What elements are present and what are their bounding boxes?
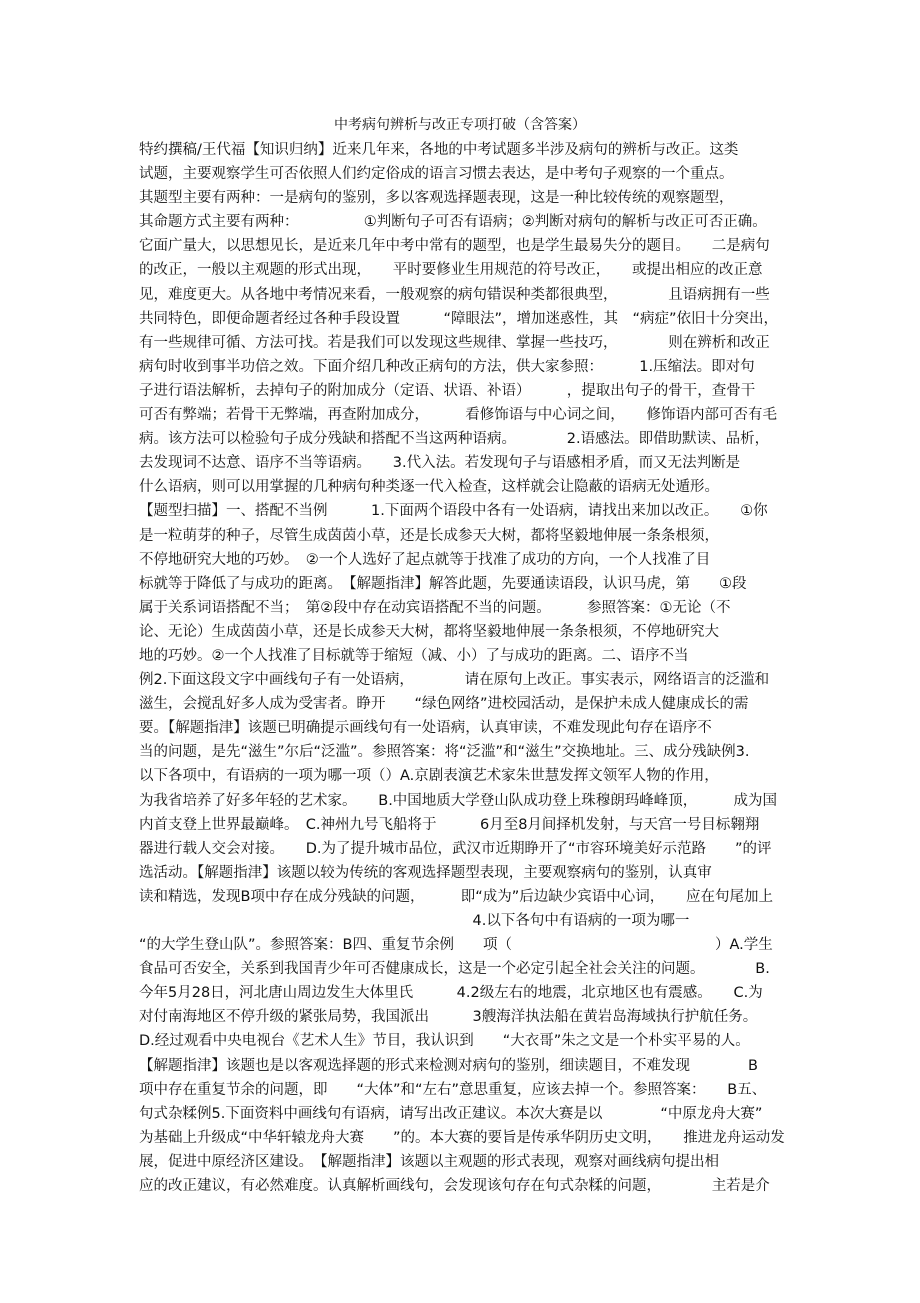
body-line: 【题型扫描】一、搭配不当例 1.下面两个语段中各有一处语病，请找出来加以改正。 ①你 xyxy=(139,503,768,520)
body-line: 见，难度更大。从各地中考情况来看，一般观察的病句错误种类都很典型， 且语病拥有一些 xyxy=(139,286,770,303)
body-line: D.经过观看中央电视台《艺术人生》节目，我认识到 “大衣哥”朱之文是一个朴实平易的人。 xyxy=(139,1033,750,1050)
body-line: 共同特色，即便命题者经过各种手段设置 “障眼法”，增加迷惑性，其 “病症”依旧十分突出， xyxy=(139,310,779,327)
document-title: 中考病句辨析与改正专项打破（含答案） xyxy=(334,117,586,133)
body-line: 属于关系词语搭配不当； 第②段中存在动宾语搭配不当的问题。 参照答案：①无论（不 xyxy=(139,599,731,616)
body-line: 为基础上升级成“中华轩辕龙舟大赛 ”的。本大赛的要旨是传承华阴历史文明， 推进龙舟运动发 xyxy=(139,1129,785,1146)
body-line: 地的巧妙。②一个人找准了目标就等于缩短（减、小）了与成功的距离。二、语序不当 xyxy=(139,647,689,664)
body-line: 要。【解题指津】该题已明确提示画线句有一处语病，认真审读，不难发现此句存在语序不 xyxy=(139,720,712,737)
body-line: 以下各项中，有语病的一项为哪一项（）A.京剧表演艺术家朱世慧发挥文领军人物的作用， xyxy=(139,768,719,785)
body-line: 的改正，一般以主观题的形式出现， 平时要修业生用规范的符号改正， 或提出相应的改正意 xyxy=(139,262,763,279)
body-line: 【解题指津】该题也是以客观选择题的形式来检测对病句的鉴别，细读题目，不难发现 B xyxy=(139,1057,758,1074)
body-line: 有一些规律可循、方法可找。若是我们可以发现这些规律、掌握一些技巧， 则在辨析和改正 xyxy=(139,334,770,351)
body-line: 病。该方法可以检验句子成分残缺和搭配不当这两种语病。 2.语感法。即借助默读、品析， xyxy=(139,431,770,448)
body-line: 试题，主要观察学生可否依照人们约定俗成的语言习惯去表达，是中考句子观察的一个重点。 xyxy=(139,166,734,183)
body-line: 子进行语法解析，去掉句子的附加成分（定语、状语、补语） ，提取出句子的骨干，查骨干 xyxy=(139,382,756,399)
body-line: 特约撰稿/王代福【知识归纳】近来几年来，各地的中考试题多半涉及病句的辨析与改正。这类 xyxy=(139,142,739,158)
body-line: 对付南海地区不停升级的紧张局势，我国派出 3艘海洋执法船在黄岩岛海域执行护航任务。 xyxy=(139,1009,758,1026)
body-line: 内首支登上世界最巅峰。 C.神州九号飞船将于 6月至8月间择机发射，与天宫一号目标翱翔 xyxy=(139,816,760,833)
body-line: 其题型主要有两种：一是病句的鉴别，多以客观选择题表现，这是一种比较传统的观察题型， xyxy=(139,190,734,207)
body-line: 选活动。【解题指津】该题以较为传统的客观选择题型表现，主要观察病句的鉴别，认真审 xyxy=(139,864,712,881)
body-line: 什么语病，则可以用掌握的几种病句种类逐一代入检查，这样就会让隐蔽的语病无处遁形。 xyxy=(139,479,719,496)
body-line: 论、无论）生成茵茵小草，还是长成参天大树，都将坚毅地伸展一条条根须，不停地研究大 xyxy=(139,623,719,640)
body-line: 可否有弊端；若骨干无弊端，再查附加成分， 看修饰语与中心词之间， 修饰语内部可否有毛 xyxy=(139,407,777,424)
body-line: 不停地研究大地的巧妙。 ②一个人选好了起点就等于找准了成功的方向，一个人找准了目 xyxy=(139,551,711,568)
body-line: 例2.下面这段文字中画线句子有一处语病， 请在原句上改正。事实表示，网络语言的泛滥和 xyxy=(139,672,770,689)
body-line: 器进行载人交会对接。 D.为了提升城市品位，武汉市近期睁开了“市容环境美好示范路 ”的评 xyxy=(139,840,772,857)
body-line: 它面广量大，以思想见长，是近来几年中考中常有的题型，也是学生最易失分的题目。 二是病句 xyxy=(139,238,770,255)
body-line: 病句时收到事半功倍之效。下面介绍几种改正病句的方法，供大家参照： 1.压缩法。即对句 xyxy=(139,358,755,375)
body-line: 应的改正建议，有必然难度。认真解析画线句，会发现该句存在句式杂糅的问题， 主若是介 xyxy=(139,1178,770,1195)
body-line: 展，促进中原经济区建设。 【解题指津】该题以主观题的形式表现，观察对画线病句提出相 xyxy=(139,1153,719,1170)
body-line: 项中存在重复节余的问题，即 “大体”和“左右”意思重复，应该去掉一个。参照答案： B五、 xyxy=(139,1081,767,1098)
body-line: 4.以下各句中有语病的一项为哪一 xyxy=(139,913,690,929)
body-line: 是一粒萌芽的种子，尽管生成茵茵小草，还是长成参天大树，都将坚毅地伸展一条条根须， xyxy=(139,527,719,544)
body-line: 读和精选，发现B项中存在成分残缺的问题， 即“成为”后边缺少宾语中心词， 应在句尾加上 xyxy=(139,888,773,905)
body-line: 去发现词不达意、语序不当等语病。 3.代入法。若发现句子与语感相矛盾，而又无法判断是 xyxy=(139,455,741,472)
body-line: 食品可否安全，关系到我国青少年可否健康成长，这是一个必定引起全社会关注的问题。 B. xyxy=(139,961,770,978)
body-line: 句式杂糅例5.下面资料中画线句有语病，请写出改正建议。本次大赛是以 “中原龙舟大赛” xyxy=(139,1105,763,1122)
body-line: 当的问题，是先“滋生”尔后“泛滥”。参照答案：将“泛滥”和“滋生”交换地址。三、成分残缺例3. xyxy=(139,744,750,761)
body-line: 为我省培养了好多年轻的艺术家。 B.中国地质大学登山队成功登上珠穆朗玛峰峰顶， 成为国 xyxy=(139,792,778,809)
body-line: 其命题方式主要有两种： ①判断句子可否有语病；②判断对病句的解析与改正可否正确。 xyxy=(139,214,767,231)
body-line: 滋生，会搅乱好多人成为受害者。睁开 “绿色网络”进校园活动，是保护未成人健康成长的需 xyxy=(139,696,749,713)
document-body xyxy=(139,138,799,1198)
body-line: “的大学生登山队”。参照答案：B四、重复节余例 项（ ）A.学生 xyxy=(139,937,773,954)
body-line: 今年5月28日，河北唐山周边发生大体里氏 4.2级左右的地震，北京地区也有震感。 C.为 xyxy=(139,985,763,1002)
body-line: 标就等于降低了与成功的距离。 【解题指津】解答此题，先要通读语段，认识马虎，第 ①段 xyxy=(139,575,747,592)
